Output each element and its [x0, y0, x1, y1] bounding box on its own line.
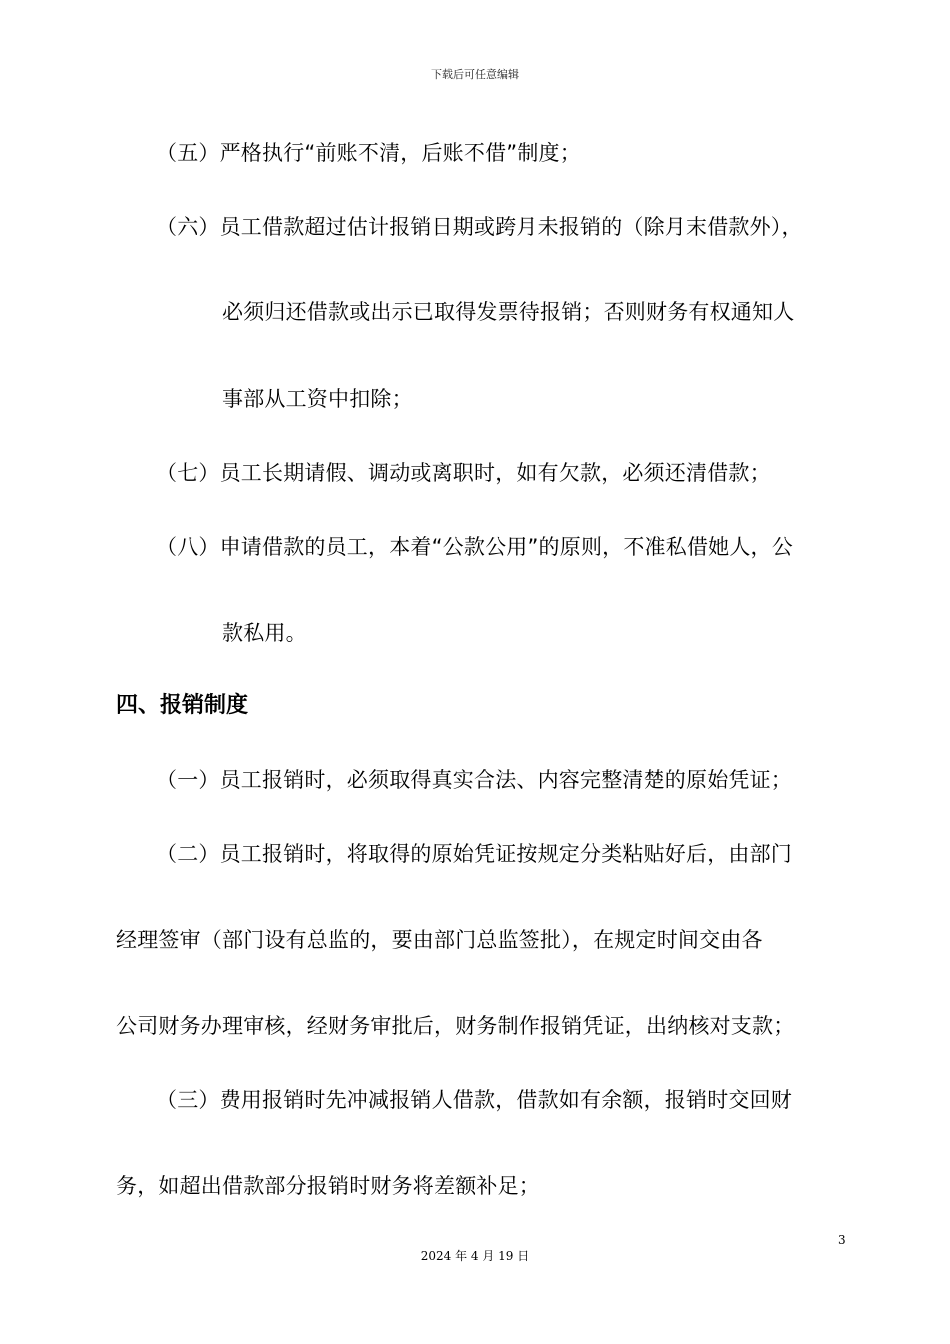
item-5: （五）严格执行“前账不清，后账不借”制度；	[156, 141, 581, 165]
header-note: 下载后可任意编辑	[431, 68, 519, 81]
item-8-line-2: 款私用。	[222, 621, 307, 645]
item-7: （七）员工长期请假、调动或离职时，如有欠款，必须还清借款；	[156, 461, 771, 485]
section-4-item-3-line-2: 务，如超出借款部分报销时财务将差额补足；	[116, 1174, 540, 1198]
footer-date: 2024 年 4 月 19 日	[420, 1249, 530, 1263]
item-6-line-3: 事部从工资中扣除；	[222, 387, 413, 411]
section-4-item-2-line-3: 公司财务办理审核，经财务审批后，财务制作报销凭证，出纳核对支款；	[116, 1014, 795, 1038]
section-4-heading: 四、报销制度	[116, 693, 249, 718]
section-4-item-2-line-1: （二）员工报销时，将取得的原始凭证按规定分类粘贴好后，由部门	[156, 842, 792, 866]
item-6-line-1: （六）员工借款超过估计报销日期或跨月未报销的（除月末借款外），	[156, 215, 803, 239]
section-4-item-3-line-1: （三）费用报销时先冲减报销人借款，借款如有余额，报销时交回财	[156, 1088, 792, 1112]
section-4-item-2-line-2: 经理签审（部门设有总监的，要由部门总监签批），在规定时间交由各	[116, 928, 763, 952]
page-number: 3	[838, 1233, 846, 1247]
item-8-line-1: （八）申请借款的员工，本着“公款公用”的原则，不准私借她人，公	[156, 535, 793, 559]
item-6-line-2: 必须归还借款或出示已取得发票待报销；否则财务有权通知人	[222, 300, 795, 324]
section-4-item-1: （一）员工报销时，必须取得真实合法、内容完整清楚的原始凭证；	[156, 768, 792, 792]
